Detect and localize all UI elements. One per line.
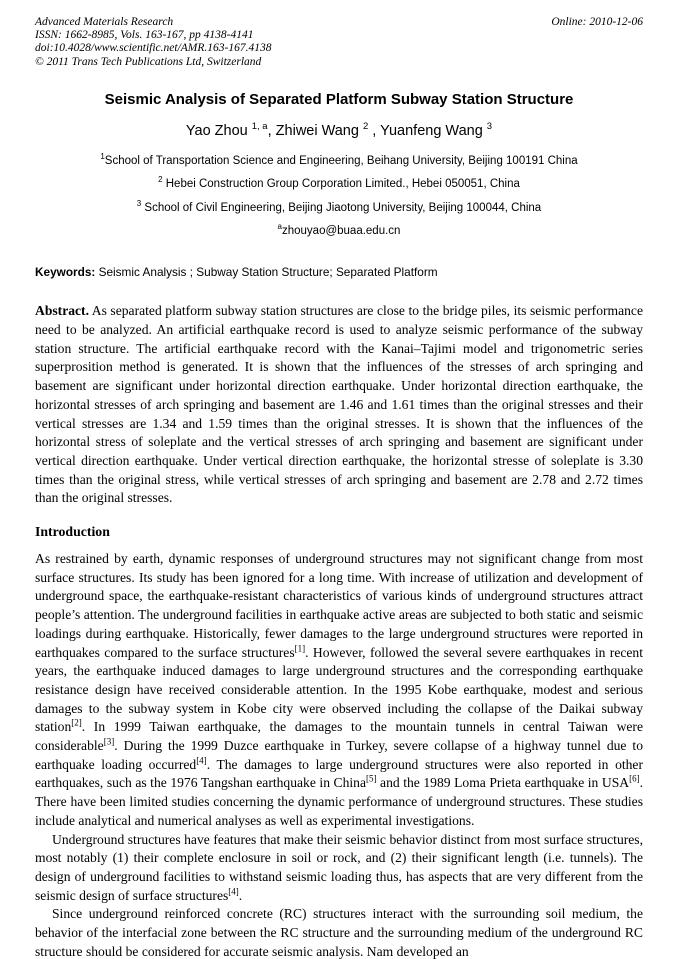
- email-text: zhouyao@buaa.edu.cn: [281, 225, 401, 238]
- author-3: [380, 120, 493, 139]
- author-1: [185, 120, 276, 139]
- copyright-line: © 2011 Trans Tech Publications Ltd, Switzerland: [35, 55, 262, 68]
- abstract-paragraph: [35, 302, 643, 508]
- introduction-heading: Introduction: [35, 524, 110, 540]
- abstract-text: As separated platform subway station structures are close to the bridge piles, its seismic performance need to be analyzed. An artificial earthquake record is used to analyze seismic performance of the subway station structure. The artificial earthquake record with the Kanai–Tajimi model and trigonometric series superprosition method is generated. It is shown that the influences of the stresses of arch springing and basement are significant under horizontal direction earthquake. Under horizontal direction earthquake, the horizontal stresses of arch springing and basement are 1.46 and 1.61 times than the original stresses and their vertical stresses are 1.34 and 1.59 times than the original stresses. It is shown that the influences of the horizontal stress of soleplate and the vertical stresses of arch springing and basement are significant under vertical direction earthquake. Under vertical direction earthquake, the horizontal stresse of soleplate is 3.30 times than the original stress, while vertical stresses of arch springing and basement are 2.78 and 2.72 times than the original stresses.: [35, 303, 643, 506]
- online-date: Online: 2010-12-06: [551, 16, 643, 28]
- introduction-paragraph-1: As restrained by earth, dynamic responses of underground structures may not significant change from most surface structures. Its study has been ignored for a long time. With increase of utilization and development of underground space, the earthquake-resistant characteristics of various kinds of underground structures attract people’s attention. The underground facilities in earthquake active areas are subjected to both static and seismic loadings during earthquake. Historically, fewer damages to the large underground structures were reported in earthquakes compared to the surface structures[1]. However, followed the several severe earthquakes in recent years, the earthquake induced damages to large underground structures and the corresponding earthquake resistance design have received considerable attention. In the 1995 Kobe earthquake, modest and serious damages to the subway system in Kobe city were observed including the collapse of the Daikai subway station[2]. In 1999 Taiwan earthquake, the damages to the mountain tunnels in central Taiwan were considerable[3]. During the 1999 Duzce earthquake in Turkey, severe collapse of a highway tunnel due to earthquake loading occurred[4]. The damages to large underground structures were also reported in other earthquakes, such as the 1976 Tangshan earthquake in China[5] and the 1989 Loma Prieta earthquake in USA[6]. There have been limited studies concerning the dynamic performance of underground structures. These studies include analytical and numerical analyses as well as experimental investigations.: [35, 551, 643, 828]
- author-1-name: Yao Zhou: [185, 122, 252, 139]
- affiliation-3-sup: 3: [136, 198, 142, 208]
- affiliation-3: [35, 198, 643, 215]
- author-1-sep: ,: [267, 122, 276, 139]
- author-1-sup: 1, a: [251, 120, 268, 132]
- email-sup: a: [277, 222, 282, 232]
- affiliation-2: [35, 177, 643, 191]
- doi-line: doi:10.4028/www.scientific.net/AMR.163-167.4138: [35, 42, 272, 55]
- author-2-sep: ,: [368, 122, 381, 139]
- issn-line: ISSN: 1662-8985, Vols. 163-167, pp 4138-4141: [35, 29, 254, 42]
- introduction-paragraph-3: Since underground reinforced concrete (RC) structures interact with the surrounding soil medium, the behavior of the interfacial zone between the RC structure and the surrounding medium of the underground RC structure should be considered for accurate seismic analysis. Nam developed an: [35, 906, 643, 959]
- journal-info-block: [35, 16, 271, 69]
- keywords-text: Seismic Analysis ; Subway Station Structure; Separated Platform: [95, 265, 438, 280]
- journal-name: Advanced Materials Research: [35, 16, 174, 28]
- affiliation-1: [35, 151, 643, 168]
- affiliation-2-text: Hebei Construction Group Corporation Limited., Hebei 050051, China: [162, 178, 520, 191]
- abstract-label: Abstract.: [35, 303, 89, 319]
- author-2: [275, 120, 381, 139]
- author-3-sup: 3: [486, 120, 493, 132]
- keywords-label: Keywords:: [35, 265, 96, 280]
- affiliation-3-text: School of Civil Engineering, Beijing Jiaotong University, Beijing 100044, China: [141, 201, 542, 214]
- affiliation-2-sup: 2: [158, 175, 163, 185]
- journal-header: [35, 16, 643, 69]
- authors-line: [35, 122, 643, 141]
- paper-title: Seismic Analysis of Separated Platform Subway Station Structure: [104, 90, 574, 108]
- keywords-line: [35, 265, 643, 280]
- author-2-sup: 2: [362, 120, 369, 132]
- affiliations-block: [35, 151, 643, 239]
- author-email: [35, 224, 643, 238]
- author-3-name: Yuanfeng Wang: [380, 122, 487, 139]
- author-2-name: Zhiwei Wang: [275, 122, 363, 139]
- affiliation-1-sup: 1: [100, 151, 105, 161]
- affiliation-1-text: School of Transportation Science and Engineering, Beihang University, Beijing 100191 China: [104, 154, 578, 167]
- introduction-paragraph-2: Underground structures have features that make their seismic behavior distinct from most surface structures, most notably (1) their complete enclosure in soil or rock, and (2) their significant length (i.e. tunnels). The design of underground facilities to withstand seismic loading thus, has aspects that are very different from the seismic design of surface structures[4].: [35, 831, 643, 903]
